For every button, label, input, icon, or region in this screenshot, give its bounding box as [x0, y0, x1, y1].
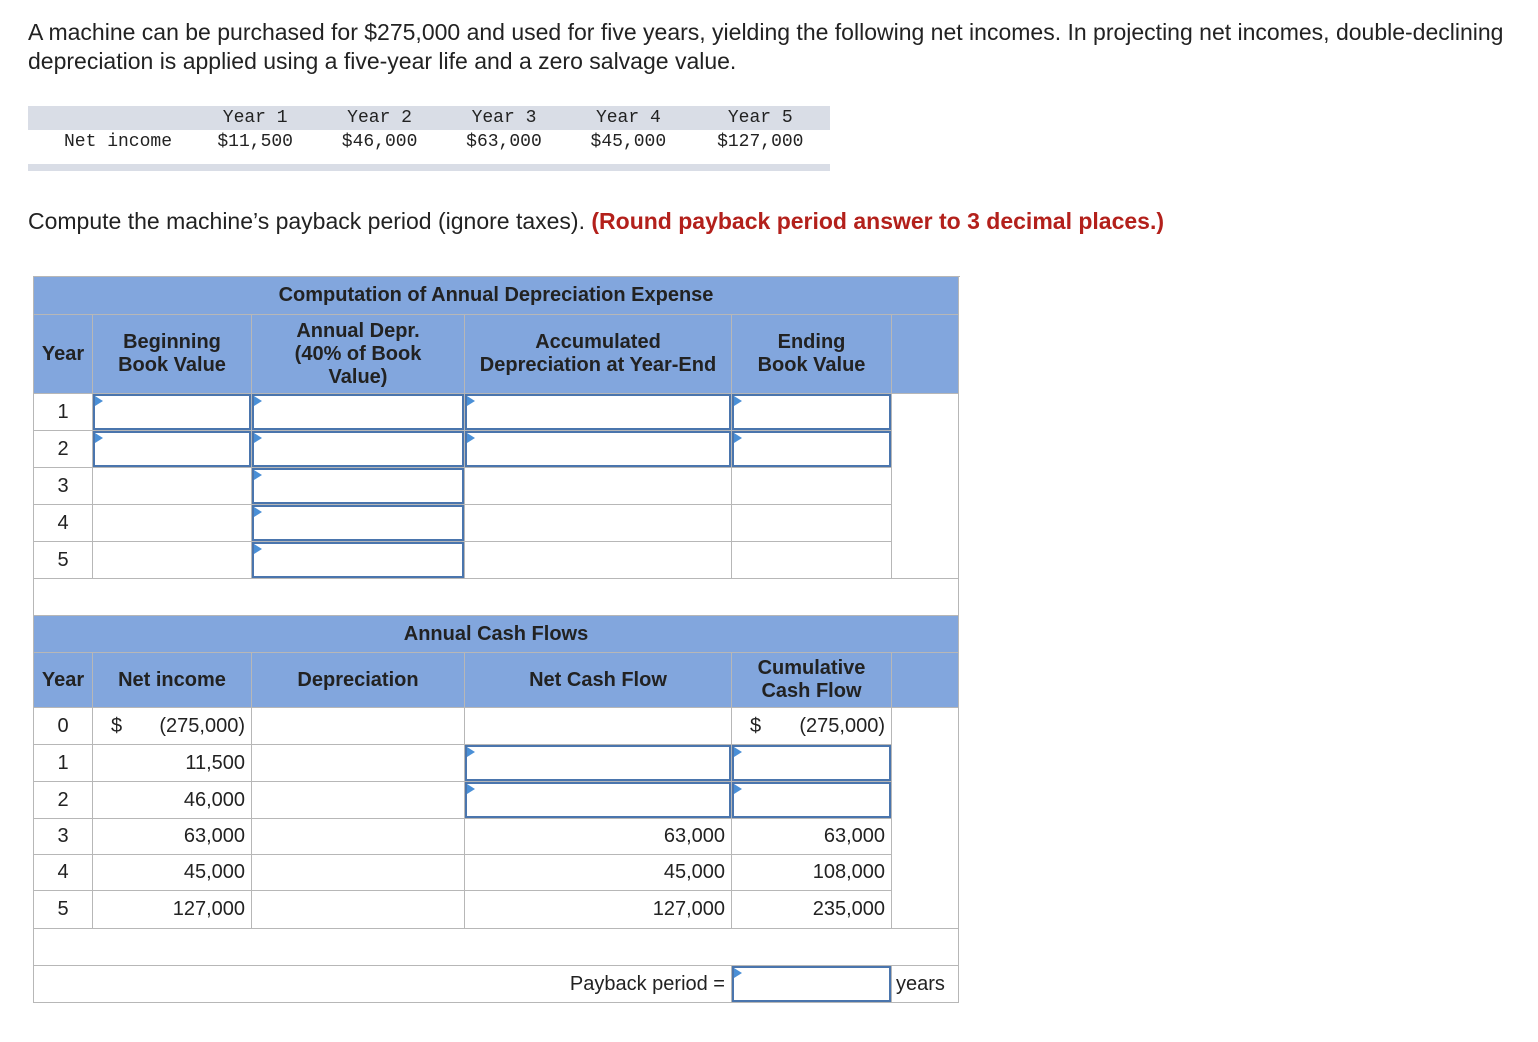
cf-depreciation: [252, 891, 465, 929]
cf-cell-blank: [892, 708, 959, 929]
net-income-value: $46,000: [341, 132, 418, 152]
dep-header-year: Year: [34, 315, 93, 394]
net-cash-flow-input-year-1[interactable]: [465, 745, 731, 781]
net-income-row: [28, 130, 830, 154]
dep-header-beginning-book-value: Beginning Book Value: [93, 315, 252, 394]
instruction: [28, 208, 1164, 235]
dep-cell: [93, 468, 252, 505]
net-income-label: Net income: [63, 132, 173, 152]
cf-net-cash-flow: 127,000: [465, 891, 732, 929]
dep-cell-blank: [892, 394, 959, 579]
ending-book-value-input-year-1[interactable]: [732, 394, 891, 430]
dep-header-blank: [892, 315, 959, 394]
payback-period-input[interactable]: [732, 966, 891, 1002]
cf-year: 2: [34, 782, 93, 819]
dep-cell: [732, 505, 892, 542]
spacer-row: [34, 579, 959, 616]
cf-header-cumulative: Cumulative Cash Flow: [732, 653, 892, 708]
cf-header-depreciation: Depreciation: [252, 653, 465, 708]
dep-cell: [465, 505, 732, 542]
dep-cell: [732, 542, 892, 579]
cf-year: 0: [34, 708, 93, 745]
accumulated-depr-input-year-2[interactable]: [465, 431, 731, 467]
beginning-book-value-input-year-1[interactable]: [93, 394, 251, 430]
cf-cumulative: 235,000: [732, 891, 892, 929]
net-income-value: $63,000: [466, 132, 542, 152]
annual-depr-input-year-5[interactable]: [252, 542, 464, 578]
cf-net-income: 127,000: [93, 891, 252, 929]
cf-net-income: [93, 708, 252, 745]
dep-cell: [732, 468, 892, 505]
dep-year: 5: [34, 542, 93, 579]
ending-book-value-input-year-2[interactable]: [732, 431, 891, 467]
cf-net-cash-flow: [465, 708, 732, 745]
dep-header-accumulated: Accumulated Depreciation at Year-End: [465, 315, 732, 394]
cf-year: 1: [34, 745, 93, 782]
dep-cell: [465, 468, 732, 505]
cf-header-blank: [892, 653, 959, 708]
cf-header-year: Year: [34, 653, 93, 708]
year-header: Year 4: [566, 106, 690, 130]
dep-cell: [93, 542, 252, 579]
year-header: Year 3: [442, 106, 566, 130]
dollar-sign: $: [750, 714, 762, 737]
net-cash-flow-input-year-2[interactable]: [465, 782, 731, 818]
header-spacer: [28, 106, 193, 130]
cumulative-cash-flow-input-year-2[interactable]: [732, 782, 891, 818]
net-income-table: [28, 106, 830, 154]
payback-unit: years: [892, 966, 959, 1003]
cf-net-income: 46,000: [93, 782, 252, 819]
dep-year: 3: [34, 468, 93, 505]
annual-depr-input-year-2[interactable]: [252, 431, 464, 467]
spacer-row: [34, 929, 959, 966]
dep-year: 1: [34, 394, 93, 431]
cf-net-income: 63,000: [93, 819, 252, 855]
cf-cumulative: [732, 708, 892, 745]
cf-depreciation: [252, 782, 465, 819]
net-income-value: $45,000: [590, 132, 667, 152]
cf-header-net-cash-flow: Net Cash Flow: [465, 653, 732, 708]
payback-label: Payback period =: [34, 966, 732, 1003]
cf-net-cash-flow: 63,000: [465, 819, 732, 855]
depreciation-title: Computation of Annual Depreciation Expense: [34, 277, 959, 315]
cf-depreciation: [252, 708, 465, 745]
cf-net-income: 45,000: [93, 855, 252, 891]
cash-flows-title: Annual Cash Flows: [34, 616, 959, 653]
cf-net-income-value: (275,000): [159, 714, 245, 737]
year-header: Year 2: [317, 106, 441, 130]
annual-depr-input-year-4[interactable]: [252, 505, 464, 541]
dep-year: 4: [34, 505, 93, 542]
instruction-text: Compute the machine’s payback period (ignore taxes).: [28, 208, 585, 234]
cf-cumulative: 108,000: [732, 855, 892, 891]
worksheet: [33, 276, 960, 1003]
net-income-value: $11,500: [217, 132, 293, 152]
year-header: Year 5: [691, 106, 830, 130]
table-bottom-bar: [28, 164, 830, 171]
dep-cell: [465, 542, 732, 579]
year-header: Year 1: [193, 106, 317, 130]
cf-year: 4: [34, 855, 93, 891]
cf-cumulative: 63,000: [732, 819, 892, 855]
annual-depr-input-year-3[interactable]: [252, 468, 464, 504]
cf-net-cash-flow: 45,000: [465, 855, 732, 891]
rounding-note: (Round payback period answer to 3 decimal places.): [591, 208, 1164, 234]
cf-depreciation: [252, 819, 465, 855]
cf-header-net-income: Net income: [93, 653, 252, 708]
cf-depreciation: [252, 855, 465, 891]
dep-year: 2: [34, 431, 93, 468]
dep-header-annual-depr: Annual Depr. (40% of Book Value): [252, 315, 465, 394]
cf-net-income: 11,500: [93, 745, 252, 782]
annual-depr-input-year-1[interactable]: [252, 394, 464, 430]
accumulated-depr-input-year-1[interactable]: [465, 394, 731, 430]
cf-depreciation: [252, 745, 465, 782]
cf-year: 5: [34, 891, 93, 929]
cumulative-cash-flow-input-year-1[interactable]: [732, 745, 891, 781]
problem-statement: A machine can be purchased for $275,000 and used for five years, yielding the following net incomes. In projecting net incomes, double-declining depreciation is applied using a five-year life and a zero salvage value.: [28, 19, 1504, 74]
cf-cumulative-value: (275,000): [799, 714, 885, 737]
dep-header-ending-book-value: Ending Book Value: [732, 315, 892, 394]
dollar-sign: $: [111, 714, 123, 737]
cf-year: 3: [34, 819, 93, 855]
beginning-book-value-input-year-2[interactable]: [93, 431, 251, 467]
net-income-header-row: [28, 106, 830, 130]
dep-cell: [93, 505, 252, 542]
net-income-value: $127,000: [717, 132, 804, 152]
